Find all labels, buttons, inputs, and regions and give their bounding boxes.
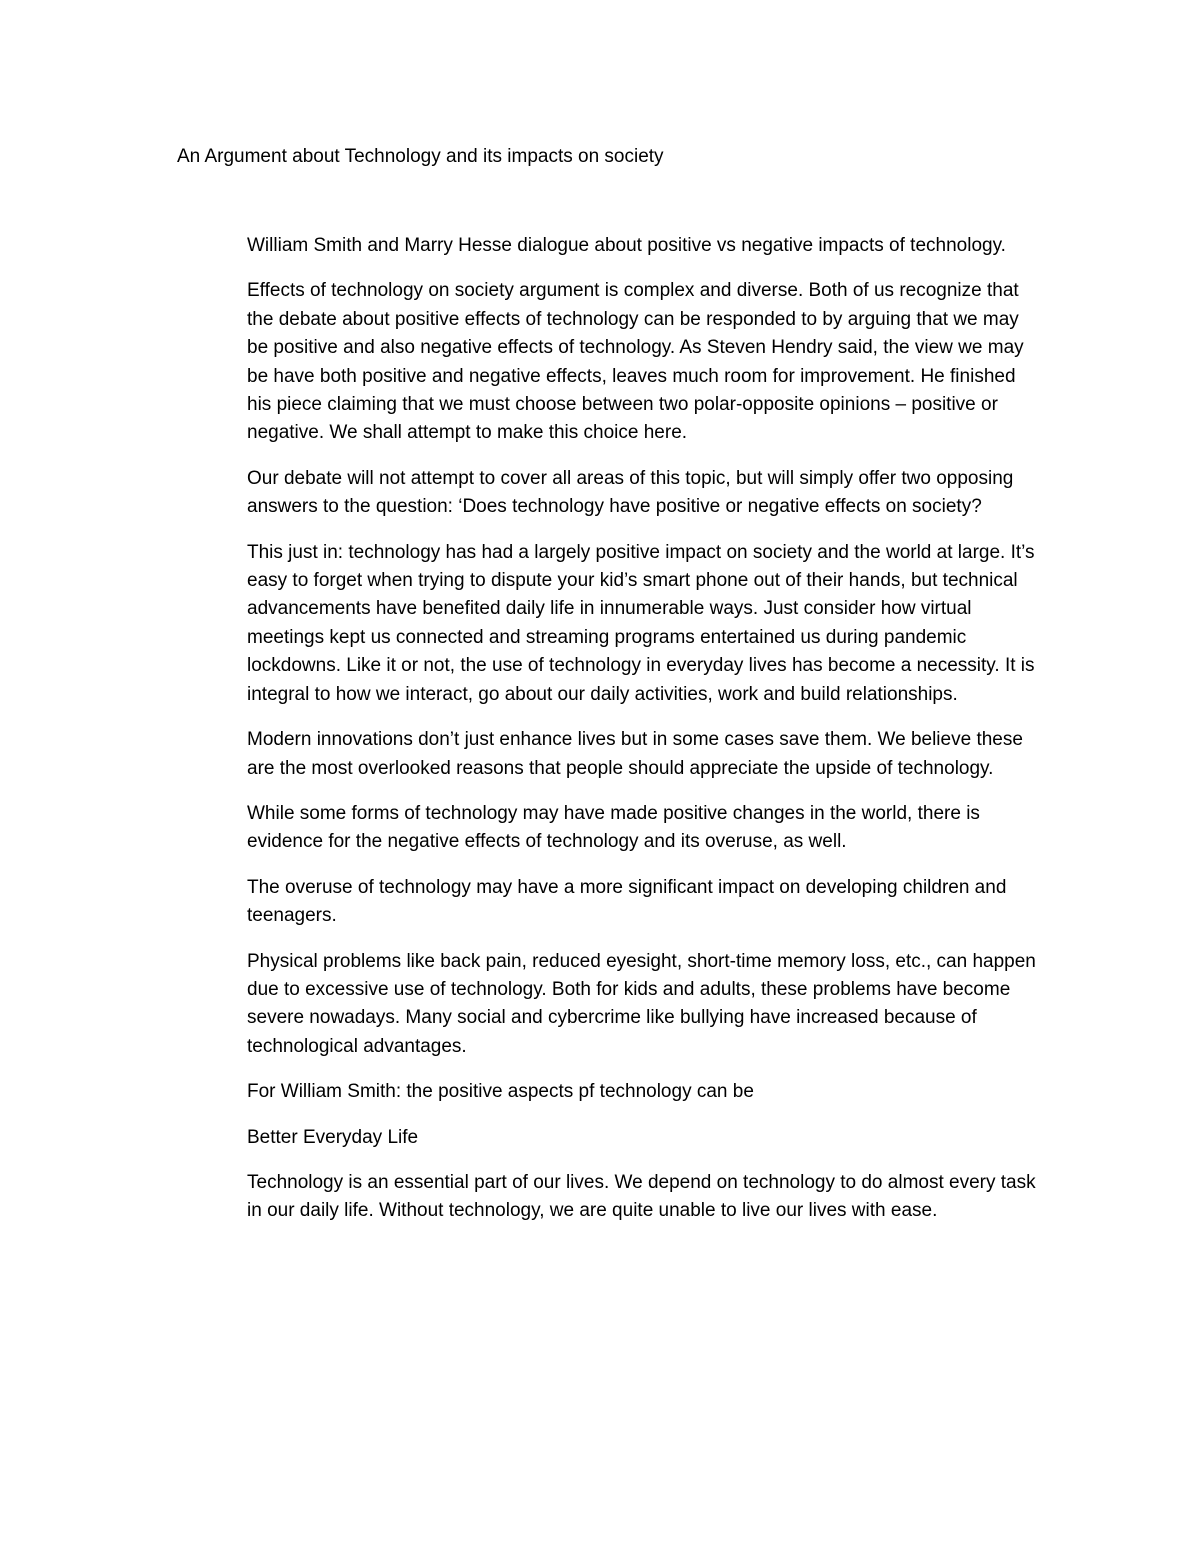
paragraph-heading-better-life: Better Everyday Life <box>247 1126 419 1148</box>
paragraph-negative-evidence: While some forms of technology may have made positive changes in the world, there is evidence for the negative effects of technology and its overuse, as well. <box>247 802 980 853</box>
paragraph-debate-scope: Our debate will not attempt to cover all areas of this topic, but will simply offer two opposing answers to the question: ‘Does technology have positive or negative effects on society? <box>247 467 1014 518</box>
paragraph-effects: Effects of technology on society argument is complex and diverse. Both of us recognize that the debate about positive effects of technology can be responded to by arguing that we may be positive and also negative effects of technology. As Steven Hendry said, the view we may be have both positive and negative effects, leaves much room for improvement. He finished his piece claiming that we must choose between two polar-opposite opinions – positive or negative. We shall attempt to make this choice here. <box>247 280 1024 444</box>
document-title: An Argument about Technology and its impacts on society <box>177 146 664 167</box>
paragraph-intro: William Smith and Marry Hesse dialogue about positive vs negative impacts of technology. <box>247 235 1006 256</box>
paragraph-essential-part: Technology is an essential part of our lives. We depend on technology to do almost every task in our daily life. Without technology, we are quite unable to live our lives with ease. <box>247 1171 1036 1222</box>
paragraph-physical-problems: Physical problems like back pain, reduced eyesight, short-time memory loss, etc., can happen due to excessive use of technology. Both for kids and adults, these problems have become severe nowadays. Many social and cybercrime like bullying have increased because of technological advantages. <box>247 950 1036 1057</box>
paragraph-positive-impact: This just in: technology has had a largely positive impact on society and the world at large. It’s easy to forget when trying to dispute your kid’s smart phone out of their hands, but technical advancements have benefited daily life in innumerable ways. Just consider how virtual meetings kept us connected and streaming programs entertained us during pandemic lockdowns. Like it or not, the use of technology in everyday lives has become a necessity. It is integral to how we interact, go about our daily activities, work and build relationships. <box>247 541 1035 705</box>
paragraph-overuse: The overuse of technology may have a more significant impact on developing children and teenagers. <box>247 876 1007 927</box>
document-body <box>247 232 1037 1243</box>
paragraph-modern-innovations: Modern innovations don’t just enhance lives but in some cases save them. We believe these are the most overlooked reasons that people should appreciate the upside of technology. <box>247 729 1023 779</box>
paragraph-william-smith: For William Smith: the positive aspects pf technology can be <box>247 1081 754 1103</box>
